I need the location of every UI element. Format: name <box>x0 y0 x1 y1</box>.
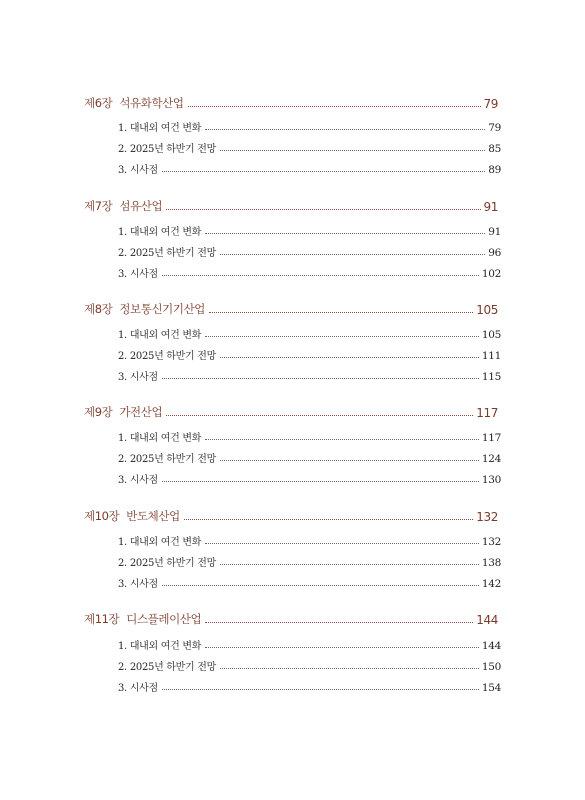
toc-item[interactable] <box>118 365 501 383</box>
toc-item-page-number: 105 <box>481 329 501 341</box>
toc-item-page-number: 79 <box>488 122 501 134</box>
dot-leader <box>166 209 480 210</box>
chapter-title: 디스플레이산업 <box>126 612 202 626</box>
toc-item-page-number: 144 <box>481 640 501 652</box>
toc-chapter-10[interactable] <box>84 504 498 524</box>
toc-item-label: 1. 대내외 여건 변화 <box>118 227 202 238</box>
chapter-title: 정보통신기기산업 <box>119 302 206 316</box>
dot-leader <box>162 689 479 690</box>
toc-item-page-number: 142 <box>481 578 501 590</box>
chapter-page-number: 91 <box>483 200 498 214</box>
toc-item-page-number: 96 <box>488 247 501 259</box>
chapter-number: 제10장 <box>84 509 120 523</box>
dot-leader <box>205 647 479 648</box>
toc-item[interactable] <box>118 220 501 238</box>
toc-item-page-number: 85 <box>488 143 501 155</box>
toc-item[interactable] <box>118 262 501 280</box>
dot-leader <box>220 564 479 565</box>
toc-item-label: 1. 대내외 여건 변화 <box>118 123 202 134</box>
chapter-title: 섬유산업 <box>119 199 163 213</box>
dot-leader <box>162 275 479 276</box>
dot-leader <box>220 460 479 461</box>
dot-leader <box>205 336 479 337</box>
toc-item-label: 1. 대내외 여건 변화 <box>118 537 202 548</box>
toc-chapter-8[interactable] <box>84 297 498 317</box>
toc-item[interactable] <box>118 323 501 341</box>
dot-leader <box>162 481 479 482</box>
toc-item-label: 2. 2025년 하반기 전망 <box>118 351 216 362</box>
chapter-number: 제11장 <box>84 612 120 626</box>
toc-item[interactable] <box>118 116 501 134</box>
dot-leader <box>205 439 479 440</box>
toc-item-page-number: 117 <box>481 432 501 444</box>
toc-item[interactable] <box>118 344 501 362</box>
toc-item[interactable] <box>118 447 501 465</box>
chapter-title: 석유화학산업 <box>119 96 184 110</box>
chapter-page-number: 144 <box>476 613 498 627</box>
chapter-page-number: 105 <box>476 303 498 317</box>
toc-item[interactable] <box>118 551 501 569</box>
dot-leader <box>184 519 473 520</box>
toc-item-label: 3. 시사점 <box>118 372 158 383</box>
toc-item-page-number: 102 <box>481 268 501 280</box>
toc-item[interactable] <box>118 426 501 444</box>
chapter-number: 제7장 <box>84 199 113 213</box>
toc-item-page-number: 150 <box>481 661 501 673</box>
chapter-page-number: 132 <box>476 510 498 524</box>
toc-item-page-number: 124 <box>481 453 501 465</box>
dot-leader <box>205 543 479 544</box>
toc-item-label: 1. 대내외 여건 변화 <box>118 433 202 444</box>
toc-chapter-7[interactable] <box>84 194 498 214</box>
chapter-page-number: 117 <box>476 406 498 420</box>
toc-item[interactable] <box>118 676 501 694</box>
toc-item-label: 1. 대내외 여건 변화 <box>118 330 202 341</box>
toc-item[interactable] <box>118 158 501 176</box>
toc-chapter-6[interactable] <box>84 91 498 111</box>
toc-item[interactable] <box>118 572 501 590</box>
dot-leader <box>220 150 485 151</box>
toc-item-page-number: 130 <box>481 474 501 486</box>
toc-item[interactable] <box>118 655 501 673</box>
chapter-number: 제6장 <box>84 96 113 110</box>
dot-leader <box>205 233 485 234</box>
toc-item[interactable] <box>118 530 501 548</box>
toc-item-label: 2. 2025년 하반기 전망 <box>118 558 216 569</box>
toc-chapter-9[interactable] <box>84 400 498 420</box>
dot-leader <box>162 585 479 586</box>
toc-item-page-number: 154 <box>481 682 501 694</box>
toc-item-label: 2. 2025년 하반기 전망 <box>118 144 216 155</box>
dot-leader <box>188 106 481 107</box>
toc-item-label: 3. 시사점 <box>118 475 158 486</box>
dot-leader <box>209 312 473 313</box>
toc-item-page-number: 89 <box>488 164 501 176</box>
toc-item-page-number: 111 <box>481 350 501 362</box>
toc-item[interactable] <box>118 468 501 486</box>
dot-leader <box>220 254 485 255</box>
chapter-title: 가전산업 <box>119 405 163 419</box>
chapter-number: 제8장 <box>84 302 113 316</box>
toc-item-page-number: 132 <box>481 536 501 548</box>
toc-item-label: 3. 시사점 <box>118 165 158 176</box>
toc-item-label: 3. 시사점 <box>118 683 158 694</box>
toc-item-label: 2. 2025년 하반기 전망 <box>118 454 216 465</box>
chapter-title: 반도체산업 <box>126 509 180 523</box>
toc-item-label: 2. 2025년 하반기 전망 <box>118 248 216 259</box>
dot-leader <box>205 622 473 623</box>
toc-chapter-11[interactable] <box>84 607 498 627</box>
chapter-page-number: 79 <box>483 97 498 111</box>
toc-item[interactable] <box>118 241 501 259</box>
dot-leader <box>220 668 479 669</box>
toc-item-page-number: 91 <box>488 226 501 238</box>
toc-item-page-number: 115 <box>481 371 501 383</box>
toc-item[interactable] <box>118 634 501 652</box>
dot-leader <box>166 415 473 416</box>
toc-item-label: 1. 대내외 여건 변화 <box>118 641 202 652</box>
dot-leader <box>205 129 485 130</box>
dot-leader <box>162 171 485 172</box>
dot-leader <box>220 357 479 358</box>
toc-item-label: 3. 시사점 <box>118 269 158 280</box>
dot-leader <box>162 378 479 379</box>
toc-item[interactable] <box>118 137 501 155</box>
chapter-number: 제9장 <box>84 405 113 419</box>
toc-item-label: 2. 2025년 하반기 전망 <box>118 662 216 673</box>
toc-item-label: 3. 시사점 <box>118 579 158 590</box>
toc-item-page-number: 138 <box>481 557 501 569</box>
